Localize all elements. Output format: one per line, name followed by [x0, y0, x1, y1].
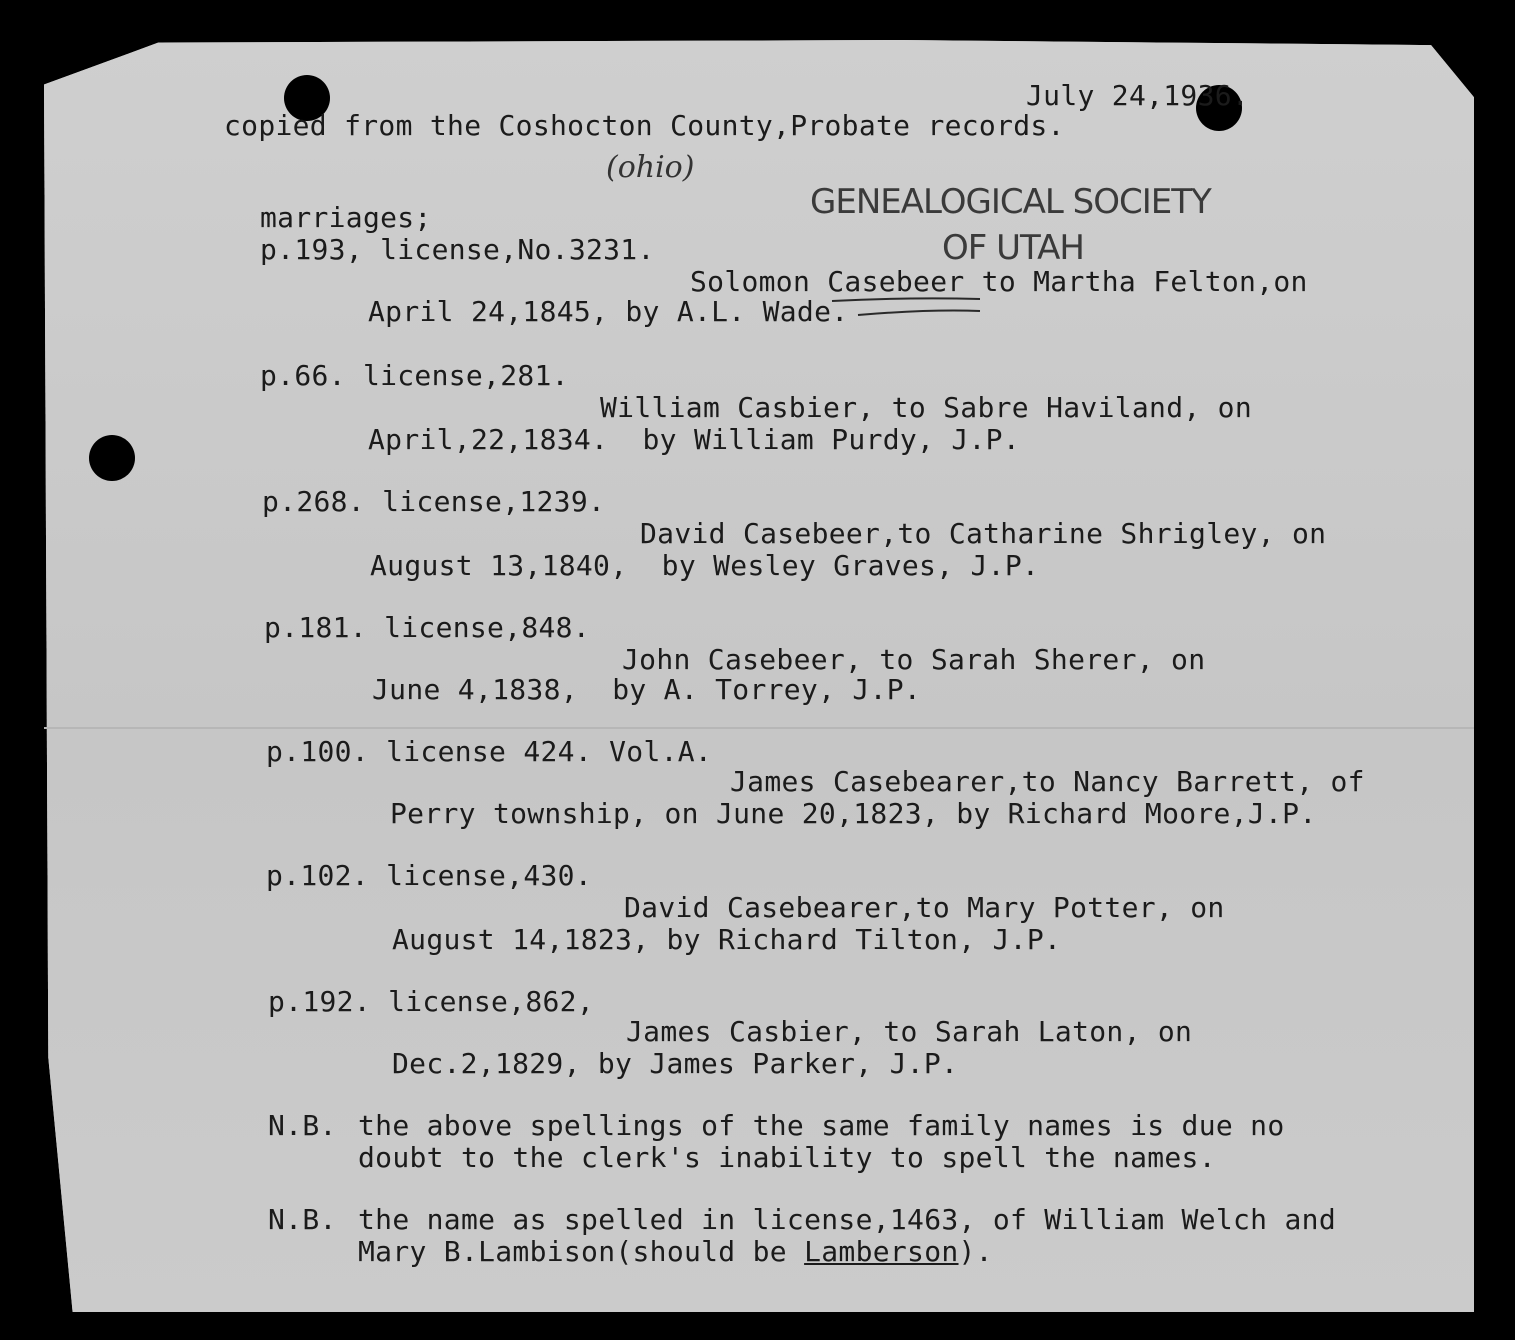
entry-details: Perry township, on June 20,1823, by Richard Moore,J.P. [390, 797, 1317, 830]
entry-parties: Solomon Casebeer to Martha Felton,on [690, 265, 1308, 298]
handwritten-note: (ohio) [606, 150, 695, 185]
entry-details: August 14,1823, by Richard Tilton, J.P. [392, 923, 1062, 956]
underlined-name: Lamberson [804, 1235, 959, 1268]
note-label: N.B. [268, 1109, 337, 1142]
note-text: the name as spelled in license,1463, of William Welch and [358, 1203, 1336, 1236]
note-text: doubt to the clerk's inability to spell the names. [358, 1141, 1216, 1174]
pen-underline [830, 295, 990, 325]
entry-details: June 4,1838, by A. Torrey, J.P. [372, 673, 922, 706]
entry-parties: David Casebearer,to Mary Potter, on [624, 891, 1225, 924]
section-heading: marriages; [260, 201, 432, 234]
entry-ref: p.66. license,281. [260, 359, 569, 392]
entry-ref: p.102. license,430. [266, 859, 592, 892]
note-label: N.B. [268, 1203, 337, 1236]
entry-parties: James Casebearer,to Nancy Barrett, of [730, 765, 1365, 798]
entry-ref: p.268. license,1239. [262, 485, 606, 518]
note-text: the above spellings of the same family names is due no [358, 1109, 1285, 1142]
punch-hole [89, 435, 135, 481]
entry-ref: p.192. license,862, [268, 985, 594, 1018]
note-text: ). [958, 1235, 993, 1268]
document-date: July 24,1936. [1026, 79, 1250, 112]
entry-details: April,22,1834. by William Purdy, J.P. [368, 423, 1020, 456]
fold-crease [44, 727, 1474, 729]
entry-ref: p.100. license 424. Vol.A. [266, 735, 713, 768]
entry-details: August 13,1840, by Wesley Graves, J.P. [370, 549, 1040, 582]
entry-details: Dec.2,1829, by James Parker, J.P. [392, 1047, 959, 1080]
entry-parties: John Casebeer, to Sarah Sherer, on [622, 643, 1206, 676]
entry-ref: p.181. license,848. [264, 611, 590, 644]
note-text-line [358, 1235, 993, 1268]
entry-parties: James Casbier, to Sarah Laton, on [626, 1015, 1193, 1048]
note-text: Mary B.Lambison(should be [358, 1235, 805, 1268]
entry-ref: p.193, license,No.3231. [260, 233, 655, 266]
source-line: copied from the Coshocton County,Probate records. [224, 109, 1065, 142]
stamp-line-2: OF UTAH [942, 228, 1084, 268]
entry-details: April 24,1845, by A.L. Wade. [368, 295, 849, 328]
entry-parties: William Casbier, to Sabre Haviland, on [600, 391, 1252, 424]
entry-parties: David Casebeer,to Catharine Shrigley, on [640, 517, 1327, 550]
stamp-line-1: GENEALOGICAL SOCIETY [810, 182, 1211, 222]
